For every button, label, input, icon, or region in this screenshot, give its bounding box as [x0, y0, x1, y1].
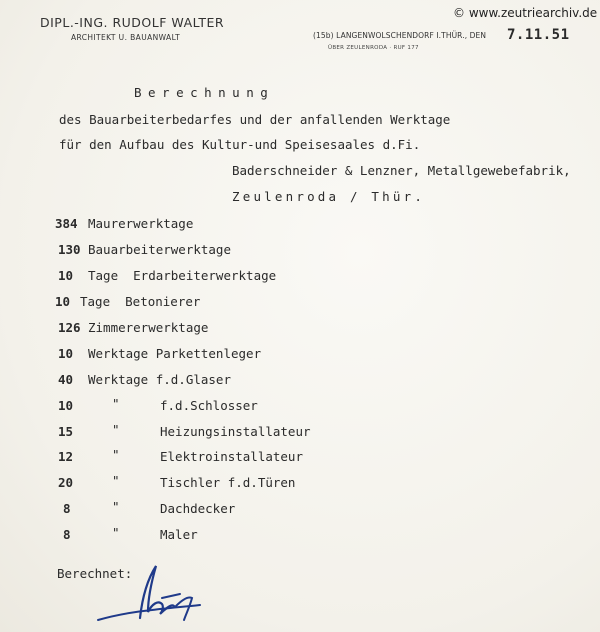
entry-qty: 384: [55, 216, 78, 231]
computed-by-label: Berechnet:: [57, 566, 133, 581]
letterhead-place: (15b) LANGENWOLSCHENDORF I.THÜR., DEN: [313, 31, 487, 40]
letterhead-place-sub: ÜBER ZEULENRODA · RUF 177: [328, 45, 419, 51]
intro-line-1: des Bauarbeiterbedarfes und der anfallenden Werktage: [59, 112, 451, 127]
entry-qty: 130: [58, 242, 81, 257]
letter-date: 7.11.51: [507, 27, 570, 43]
company-line: Baderschneider & Lenzner, Metallgewebefabrik,: [232, 163, 571, 178]
entry-qty: 12: [58, 449, 74, 464]
entry-text: Werktage Parkettenleger: [88, 346, 262, 361]
entry-qty: 8: [63, 501, 71, 516]
entry-qty: 20: [58, 475, 74, 490]
entry-text: Tischler f.d.Türen: [160, 475, 296, 490]
entry-qty: 10: [58, 398, 74, 413]
entry-qty: 10: [55, 294, 71, 309]
entry-text: f.d.Schlosser: [160, 398, 258, 413]
ditto-mark: ": [112, 447, 120, 462]
ditto-mark: ": [112, 499, 120, 514]
ditto-mark: ": [112, 525, 120, 540]
entry-qty: 8: [63, 527, 71, 542]
handwritten-signature: [92, 560, 207, 630]
entry-qty: 40: [58, 372, 74, 387]
entry-text: Maler: [160, 527, 198, 542]
entry-qty: 126: [58, 320, 81, 335]
entry-qty: 10: [58, 346, 74, 361]
entry-text: Tage Betonierer: [80, 294, 201, 309]
entry-text: Elektroinstallateur: [160, 449, 303, 464]
entry-text: Werktage f.d.Glaser: [88, 372, 231, 387]
intro-line-2: für den Aufbau des Kultur-und Speisesaales d.Fi.: [59, 137, 421, 152]
letterhead-subtitle: ARCHITEKT U. BAUANWALT: [71, 33, 181, 42]
entry-text: Dachdecker: [160, 501, 236, 516]
watermark-text: © www.zeutriearchiv.de: [453, 6, 598, 20]
ditto-mark: ": [112, 396, 120, 411]
city-line: Zeulenroda / Thür.: [232, 189, 426, 204]
entry-text: Maurerwerktage: [88, 216, 194, 231]
entry-text: Bauarbeiterwerktage: [88, 242, 231, 257]
entry-text: Zimmererwerktage: [88, 320, 209, 335]
entry-qty: 10: [58, 268, 74, 283]
ditto-mark: ": [112, 473, 120, 488]
entry-text: Tage Erdarbeiterwerktage: [88, 268, 277, 283]
letterhead-name: DIPL.-ING. RUDOLF WALTER: [40, 15, 225, 30]
document-title: Berechnung: [134, 85, 275, 100]
entry-qty: 15: [58, 424, 74, 439]
ditto-mark: ": [112, 422, 120, 437]
entry-text: Heizungsinstallateur: [160, 424, 311, 439]
